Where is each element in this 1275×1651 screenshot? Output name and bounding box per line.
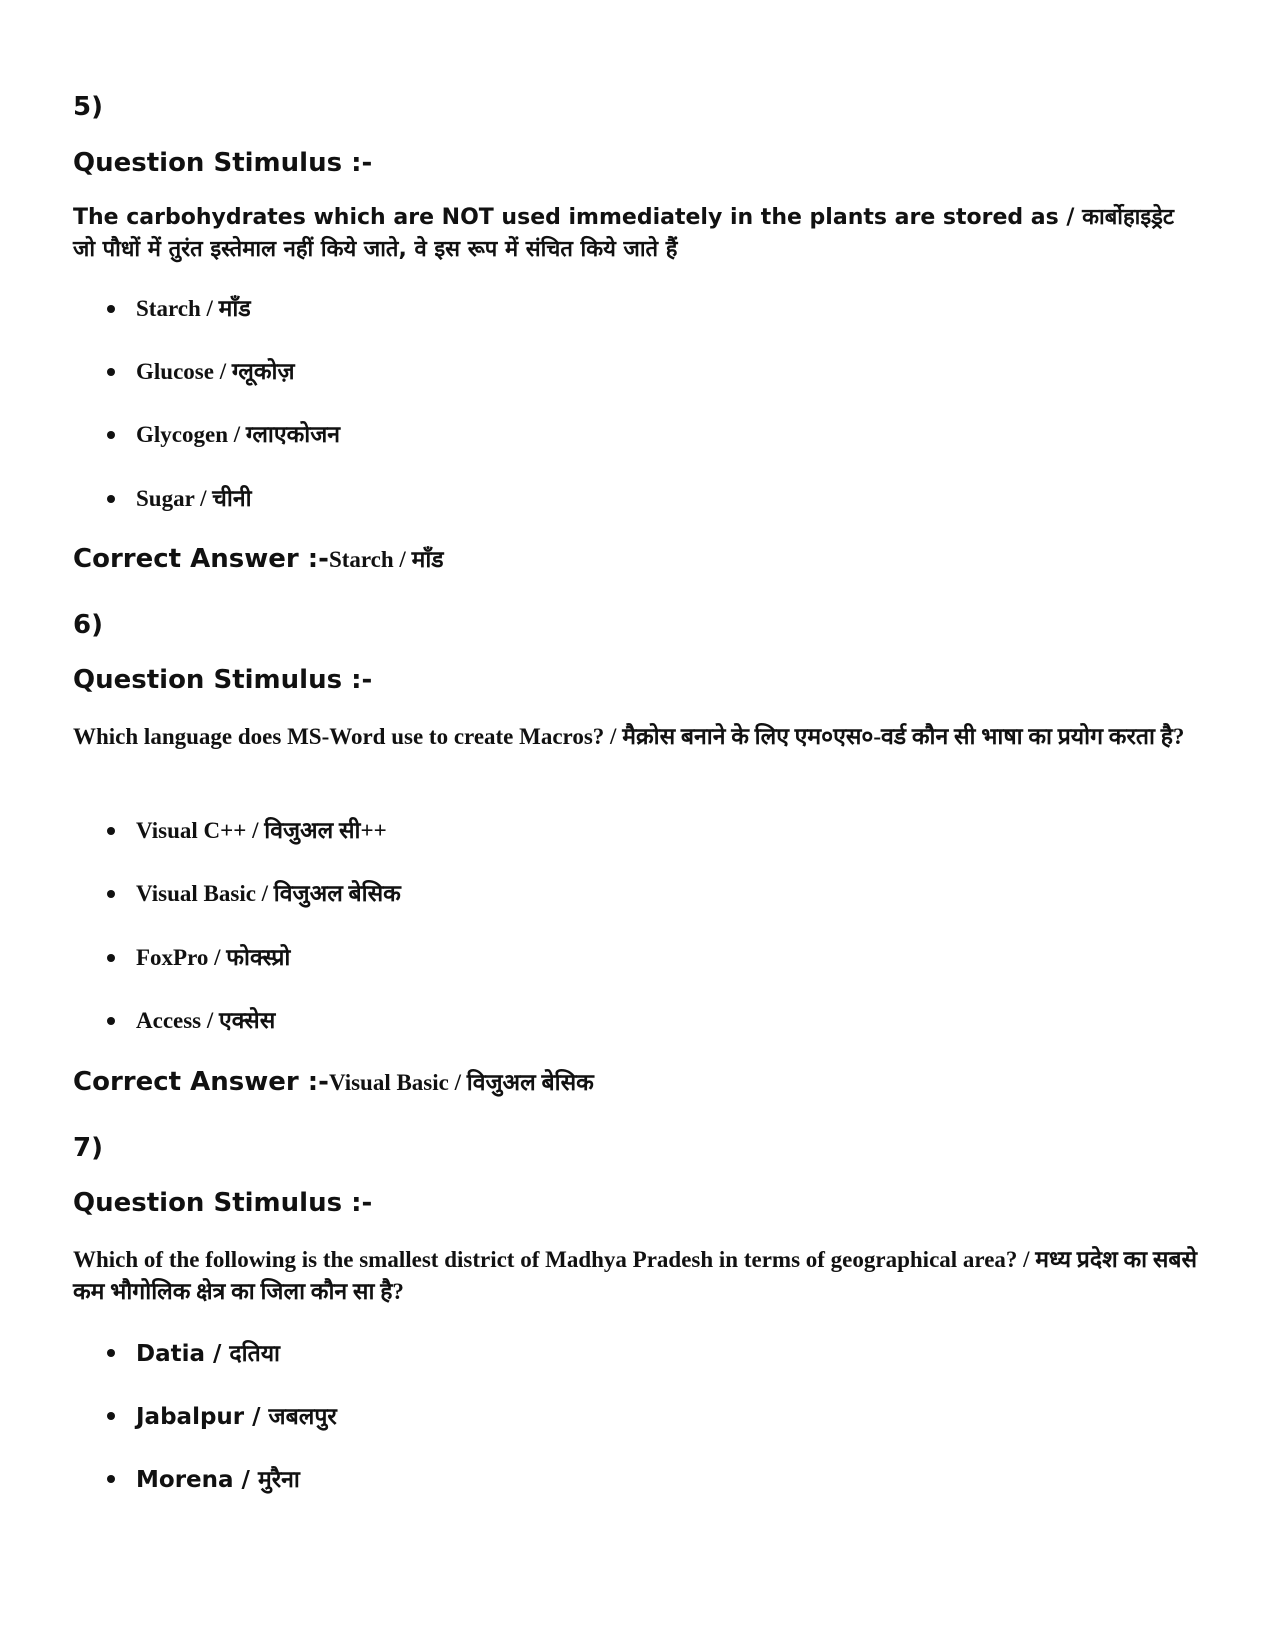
option-item (107, 420, 340, 450)
bullet-icon (107, 1349, 115, 1357)
bullet-icon (107, 827, 115, 835)
option-label: Glucose / ग्लूकोज़ (136, 359, 295, 384)
option-label: Jabalpur / जबलपुर (136, 1404, 337, 1430)
option-item (107, 816, 387, 846)
bullet-icon (107, 1412, 115, 1420)
option-label: FoxPro / फोक्स्प्रो (136, 945, 291, 970)
option-item (107, 294, 251, 324)
correct-answer (73, 1065, 594, 1097)
bullet-icon (107, 890, 115, 898)
bullet-icon (107, 1017, 115, 1025)
bullet-icon (107, 1475, 115, 1483)
bullet-icon (107, 431, 115, 439)
correct-answer-label: Correct Answer :- (73, 544, 329, 574)
option-label: Starch / माँड (136, 296, 251, 321)
option-item (107, 1006, 275, 1036)
question-number: 6) (73, 610, 103, 640)
question-number: 7) (73, 1133, 103, 1163)
correct-answer-label: Correct Answer :- (73, 1067, 329, 1097)
option-label: Morena / मुरैना (136, 1467, 300, 1493)
correct-answer-value: Starch / माँड (328, 547, 444, 572)
option-label: Visual C++ / विजुअल सी++ (136, 818, 387, 843)
bullet-icon (107, 954, 115, 962)
option-label: Access / एक्सेस (136, 1008, 276, 1033)
option-label: Datia / दतिया (136, 1341, 281, 1367)
option-item (107, 1339, 280, 1369)
option-label: Sugar / चीनी (136, 486, 252, 511)
question-stem: Which of the following is the smallest district of Madhya Pradesh in terms of geographical area? / मध्य प्रदेश का सबसे कम भौगोलिक क्षेत्र का जिला कौन सा है? (73, 1247, 1198, 1304)
option-label: Visual Basic / विजुअल बेसिक (136, 881, 401, 906)
option-item (107, 879, 401, 909)
option-item (107, 1465, 300, 1495)
question-stem: The carbohydrates which are NOT used immediately in the plants are stored as / कार्बोहाइड्रेट जो पौधों में तुरंत इस्तेमाल नहीं किये जाते, वे इस रूप में संचित किये जाते हैं (73, 205, 1174, 262)
correct-answer-value: Visual Basic / विजुअल बेसिक (328, 1070, 594, 1095)
option-item (107, 1402, 337, 1432)
question-number: 5) (73, 92, 103, 122)
option-item (107, 484, 252, 514)
question-stimulus-heading: Question Stimulus :- (73, 148, 373, 178)
bullet-icon (107, 495, 115, 503)
option-item (107, 943, 290, 973)
option-item (107, 357, 295, 387)
question-stem: Which language does MS-Word use to create Macros? / मैक्रोस बनाने के लिए एम०एस०-वर्ड कौन सी भाषा का प्रयोग करता है? (73, 724, 1185, 749)
bullet-icon (107, 368, 115, 376)
question-stimulus-heading: Question Stimulus :- (73, 665, 373, 695)
correct-answer (73, 542, 444, 574)
question-stimulus-heading: Question Stimulus :- (73, 1188, 373, 1218)
option-label: Glycogen / ग्लाएकोजन (136, 422, 341, 447)
bullet-icon (107, 305, 115, 313)
